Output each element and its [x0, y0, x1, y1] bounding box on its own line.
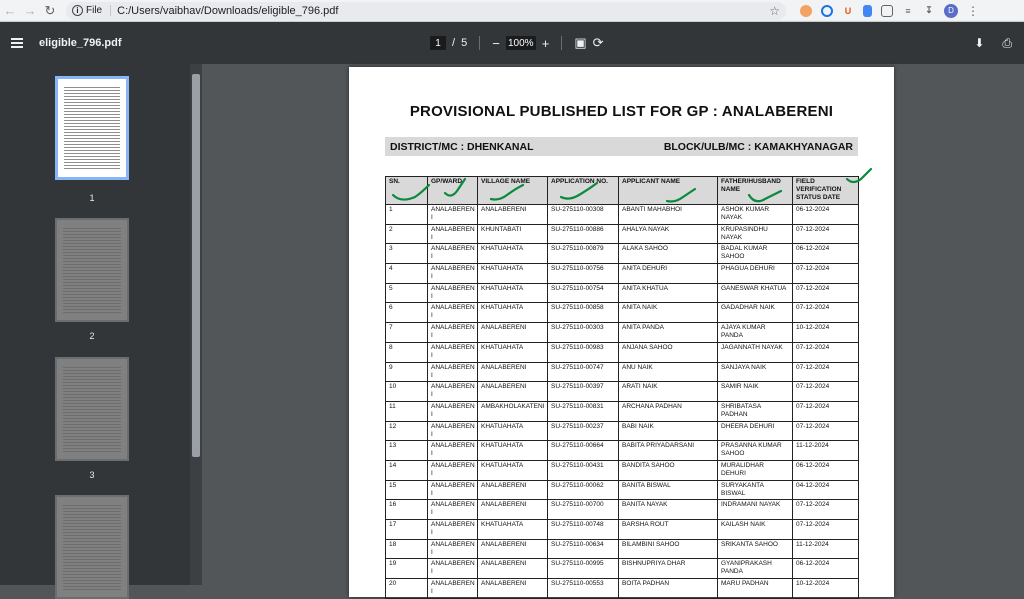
column-header: GP/WARD: [428, 177, 478, 205]
table-row: [386, 579, 859, 599]
table-cell: 10: [386, 382, 428, 402]
table-cell: ANALABEREN I: [428, 480, 478, 500]
table-cell: 06-12-2024: [793, 205, 859, 225]
table-row: [386, 303, 859, 323]
table-cell: ALAKA SAHOO: [619, 244, 718, 264]
table-cell: ANITA PANDA: [619, 323, 718, 343]
table-cell: KHATUAHATA: [478, 342, 548, 362]
table-cell: 9: [386, 362, 428, 382]
column-header: APPLICANT NAME: [619, 177, 718, 205]
district-block-bar: [385, 137, 858, 156]
toolbar-divider: [479, 36, 480, 50]
table-cell: SU-275110-00747: [548, 362, 619, 382]
table-cell: BARSHA ROUT: [619, 520, 718, 540]
thumbnail-content: [63, 228, 121, 314]
extensions-puzzle-icon[interactable]: [881, 5, 893, 17]
table-cell: ABANTI MAHABHOI: [619, 205, 718, 225]
table-row: [386, 520, 859, 540]
table-row: [386, 559, 859, 579]
table-row: [386, 401, 859, 421]
table-row: [386, 283, 859, 303]
table-cell: KHATUAHATA: [478, 244, 548, 264]
table-cell: KHATUAHATA: [478, 303, 548, 323]
table-cell: 04-12-2024: [793, 480, 859, 500]
table-cell: 07-12-2024: [793, 303, 859, 323]
table-cell: 06-12-2024: [793, 559, 859, 579]
table-cell: GYANIPRAKASH PANDA: [718, 559, 793, 579]
table-cell: 8: [386, 342, 428, 362]
table-cell: ANITA KHATUA: [619, 283, 718, 303]
table-cell: ANALABERENI: [478, 579, 548, 599]
table-cell: 1: [386, 205, 428, 225]
table-cell: 17: [386, 520, 428, 540]
table-cell: ASHOK KUMAR NAYAK: [718, 205, 793, 225]
table-cell: 07-12-2024: [793, 224, 859, 244]
table-cell: 3: [386, 244, 428, 264]
table-cell: KHATUAHATA: [478, 421, 548, 441]
table-cell: 07-12-2024: [793, 421, 859, 441]
table-cell: SU-275110-00858: [548, 303, 619, 323]
table-cell: ANALABEREN I: [428, 224, 478, 244]
thumbnail-label: 1: [89, 193, 95, 203]
table-cell: ANALABEREN I: [428, 579, 478, 599]
reading-list-icon[interactable]: ≡: [905, 5, 911, 16]
table-row: [386, 441, 859, 461]
pdf-toolbar: [0, 22, 1024, 64]
table-cell: ANALABEREN I: [428, 342, 478, 362]
table-cell: 11-12-2024: [793, 539, 859, 559]
table-cell: ANALABERENI: [478, 362, 548, 382]
table-row: [386, 460, 859, 480]
table-cell: ANALABERENI: [478, 480, 548, 500]
table-cell: ANALABEREN I: [428, 460, 478, 480]
table-cell: ANALABEREN I: [428, 500, 478, 520]
table-body: [386, 205, 859, 599]
table-row: [386, 244, 859, 264]
table-cell: 06-12-2024: [793, 244, 859, 264]
sidebar-menu-icon[interactable]: [11, 38, 23, 48]
table-cell: KHATUAHATA: [478, 283, 548, 303]
column-header: SN.: [386, 177, 428, 205]
table-cell: ANALABERENI: [478, 382, 548, 402]
table-cell: MARU PADHAN: [718, 579, 793, 599]
table-cell: SU-275110-00756: [548, 264, 619, 284]
profile-avatar[interactable]: D: [944, 4, 958, 18]
table-cell: SU-275110-00983: [548, 342, 619, 362]
table-cell: SU-275110-00303: [548, 323, 619, 343]
download-icon[interactable]: ↧: [925, 5, 933, 15]
table-cell: KHUNTABATI: [478, 224, 548, 244]
table-cell: ANALABERENI: [478, 539, 548, 559]
table-cell: 6: [386, 303, 428, 323]
document-title: eligible_796.pdf: [39, 37, 122, 49]
table-cell: SHRIBATASA PADHAN: [718, 401, 793, 421]
table-cell: SU-275110-00831: [548, 401, 619, 421]
table-cell: SU-275110-00754: [548, 283, 619, 303]
sidebar-scrollbar-thumb[interactable]: [192, 74, 200, 457]
district-label: DISTRICT/MC : DHENKANAL: [390, 140, 534, 153]
table-cell: KRUPASINDHU NAYAK: [718, 224, 793, 244]
table-cell: ANALABERENI: [478, 323, 548, 343]
table-cell: ARATI NAIK: [619, 382, 718, 402]
total-pages: 5: [461, 37, 468, 49]
table-cell: 10-12-2024: [793, 579, 859, 599]
table-cell: ANALABEREN I: [428, 244, 478, 264]
table-cell: 11-12-2024: [793, 441, 859, 461]
table-cell: 16: [386, 500, 428, 520]
zoom-input[interactable]: 100%: [506, 36, 536, 50]
table-cell: ANALABEREN I: [428, 441, 478, 461]
table-cell: ANALABEREN I: [428, 539, 478, 559]
table-cell: 07-12-2024: [793, 362, 859, 382]
extension-1-icon[interactable]: [800, 5, 812, 17]
table-cell: SU-275110-00995: [548, 559, 619, 579]
table-cell: ANALABEREN I: [428, 382, 478, 402]
pdf-viewer: [202, 64, 1024, 596]
table-cell: BOITA PADHAN: [619, 579, 718, 599]
table-cell: ANALABEREN I: [428, 264, 478, 284]
table-cell: ANALABERENI: [478, 559, 548, 579]
page-thumbnail-1[interactable]: [55, 76, 129, 180]
table-cell: 19: [386, 559, 428, 579]
url-text[interactable]: C:/Users/vaibhav/Downloads/eligible_796.pdf: [117, 4, 339, 17]
table-cell: ANALABEREN I: [428, 559, 478, 579]
table-cell: KHATUAHATA: [478, 520, 548, 540]
table-row: [386, 382, 859, 402]
table-cell: ANALABERENI: [478, 205, 548, 225]
table-cell: 07-12-2024: [793, 342, 859, 362]
table-cell: ANALABEREN I: [428, 323, 478, 343]
table-cell: BANITA BISWAL: [619, 480, 718, 500]
table-cell: 07-12-2024: [793, 401, 859, 421]
thumbnail-sidebar: [0, 64, 190, 585]
table-cell: BILAMBINI SAHOO: [619, 539, 718, 559]
table-cell: JAGANNATH NAYAK: [718, 342, 793, 362]
table-row: [386, 323, 859, 343]
table-cell: ANALABEREN I: [428, 283, 478, 303]
table-cell: SU-275110-00886: [548, 224, 619, 244]
table-row: [386, 421, 859, 441]
table-cell: 12: [386, 421, 428, 441]
table-row: [386, 342, 859, 362]
table-cell: SU-275110-00062: [548, 480, 619, 500]
table-cell: 07-12-2024: [793, 520, 859, 540]
table-cell: 14: [386, 460, 428, 480]
table-cell: ANALABEREN I: [428, 205, 478, 225]
extension-doc-icon[interactable]: [863, 5, 872, 17]
table-cell: 2: [386, 224, 428, 244]
beneficiary-table: [385, 176, 859, 599]
back-arrow-icon[interactable]: ←: [3, 3, 17, 18]
table-cell: BABI NAIK: [619, 421, 718, 441]
table-cell: BANDITA SAHOO: [619, 460, 718, 480]
table-cell: SU-275110-00308: [548, 205, 619, 225]
table-cell: PHAGUA DEHURI: [718, 264, 793, 284]
table-row: [386, 205, 859, 225]
table-header-row: [386, 177, 859, 205]
rotate-icon[interactable]: ⟳: [592, 35, 604, 50]
table-cell: KHATUAHATA: [478, 264, 548, 284]
table-cell: ANALABEREN I: [428, 520, 478, 540]
table-row: [386, 500, 859, 520]
table-cell: SU-275110-00397: [548, 382, 619, 402]
toolbar-divider: [561, 36, 562, 50]
table-cell: 07-12-2024: [793, 382, 859, 402]
reload-icon[interactable]: ↻: [44, 2, 56, 18]
table-cell: ANITA NAIK: [619, 303, 718, 323]
table-cell: 13: [386, 441, 428, 461]
table-cell: KHATUAHATA: [478, 460, 548, 480]
column-header: FATHER/HUSBAND NAME: [718, 177, 793, 205]
bookmark-star-icon[interactable]: ☆: [769, 3, 780, 18]
table-cell: AMBAKHOLAKATENI: [478, 401, 548, 421]
table-cell: 07-12-2024: [793, 500, 859, 520]
table-cell: BANITA NAYAK: [619, 500, 718, 520]
table-cell: SU-275110-00553: [548, 579, 619, 599]
column-header: APPLICATION NO.: [548, 177, 619, 205]
fit-page-icon[interactable]: ▣: [574, 35, 587, 50]
extension-2-icon[interactable]: [821, 5, 833, 17]
column-header: VILLAGE NAME: [478, 177, 548, 205]
thumbnail-label: 2: [89, 331, 95, 341]
table-cell: SU-275110-00748: [548, 520, 619, 540]
table-row: [386, 539, 859, 559]
table-cell: GANESWAR KHATUA: [718, 283, 793, 303]
site-info-chip[interactable]: [72, 5, 111, 16]
file-chip-label: File: [86, 5, 103, 16]
table-cell: ANJANA SAHOO: [619, 342, 718, 362]
zoom-in-icon[interactable]: +: [541, 35, 550, 51]
table-cell: 4: [386, 264, 428, 284]
page-thumbnail-4[interactable]: [55, 495, 129, 599]
table-cell: SURYAKANTA BISWAL: [718, 480, 793, 500]
table-cell: ANITA DEHURI: [619, 264, 718, 284]
table-cell: 07-12-2024: [793, 283, 859, 303]
table-cell: ANALABEREN I: [428, 362, 478, 382]
column-header: FIELD VERIFICATION STATUS DATE: [793, 177, 859, 205]
info-icon: i: [72, 5, 83, 16]
table-cell: SU-275110-00237: [548, 421, 619, 441]
table-cell: 7: [386, 323, 428, 343]
table-cell: 11: [386, 401, 428, 421]
page-number-input[interactable]: 1: [430, 36, 446, 50]
block-label: BLOCK/ULB/MC : KAMAKHYANAGAR: [663, 140, 853, 153]
table-cell: 07-12-2024: [793, 264, 859, 284]
table-cell: ANALABEREN I: [428, 401, 478, 421]
pdf-page: [349, 67, 894, 597]
table-cell: DHEERA DEHURI: [718, 421, 793, 441]
table-cell: 10-12-2024: [793, 323, 859, 343]
table-row: [386, 480, 859, 500]
table-cell: KHATUAHATA: [478, 441, 548, 461]
table-cell: AJAYA KUMAR PANDA: [718, 323, 793, 343]
table-cell: BISHNUPRIYA DHAR: [619, 559, 718, 579]
table-cell: SU-275110-00634: [548, 539, 619, 559]
table-row: [386, 264, 859, 284]
table-cell: ANU NAIK: [619, 362, 718, 382]
table-cell: ANALABEREN I: [428, 303, 478, 323]
thumbnail-label: 3: [89, 470, 95, 480]
table-cell: SU-275110-00431: [548, 460, 619, 480]
extension-u-icon[interactable]: U: [844, 5, 852, 16]
table-cell: ARCHANA PADHAN: [619, 401, 718, 421]
address-bar[interactable]: [66, 2, 786, 20]
table-cell: 18: [386, 539, 428, 559]
table-row: [386, 362, 859, 382]
zoom-out-icon[interactable]: −: [492, 35, 500, 51]
table-cell: INDRAMANI NAYAK: [718, 500, 793, 520]
list-title: PROVISIONAL PUBLISHED LIST FOR GP : ANALABERENI: [409, 103, 834, 120]
table-cell: SU-275110-00664: [548, 441, 619, 461]
table-cell: BADAL KUMAR SAHOO: [718, 244, 793, 264]
table-row: [386, 224, 859, 244]
table-cell: 15: [386, 480, 428, 500]
table-cell: MURALIDHAR DEHURI: [718, 460, 793, 480]
table-cell: GADADHAR NAIK: [718, 303, 793, 323]
table-cell: AHALYA NAYAK: [619, 224, 718, 244]
thumbnail-content: [64, 87, 120, 171]
table-cell: ANALABERENI: [478, 500, 548, 520]
download-pdf-icon[interactable]: ⬇: [974, 35, 985, 50]
table-cell: SAMIR NAIK: [718, 382, 793, 402]
table-cell: PRASANNA KUMAR SAHOO: [718, 441, 793, 461]
thumbnail-content: [63, 367, 121, 453]
table-cell: SRIKANTA SAHOO: [718, 539, 793, 559]
browser-toolbar: [0, 0, 1024, 22]
forward-arrow-icon[interactable]: →: [23, 3, 37, 18]
table-cell: SANJAYA NAIK: [718, 362, 793, 382]
page-separator: /: [452, 37, 456, 49]
table-cell: SU-275110-00879: [548, 244, 619, 264]
page-thumbnail-3[interactable]: [55, 357, 129, 461]
table-cell: SU-275110-00700: [548, 500, 619, 520]
thumbnail-content: [63, 505, 121, 591]
table-cell: 5: [386, 283, 428, 303]
table-cell: 06-12-2024: [793, 460, 859, 480]
table-cell: KAILASH NAIK: [718, 520, 793, 540]
page-thumbnail-2[interactable]: [55, 218, 129, 322]
table-cell: BABITA PRIYADARSANI: [619, 441, 718, 461]
table-cell: ANALABEREN I: [428, 421, 478, 441]
browser-menu-icon[interactable]: ⋮: [967, 3, 979, 18]
print-icon[interactable]: ⎙: [1002, 35, 1012, 50]
table-cell: 20: [386, 579, 428, 599]
